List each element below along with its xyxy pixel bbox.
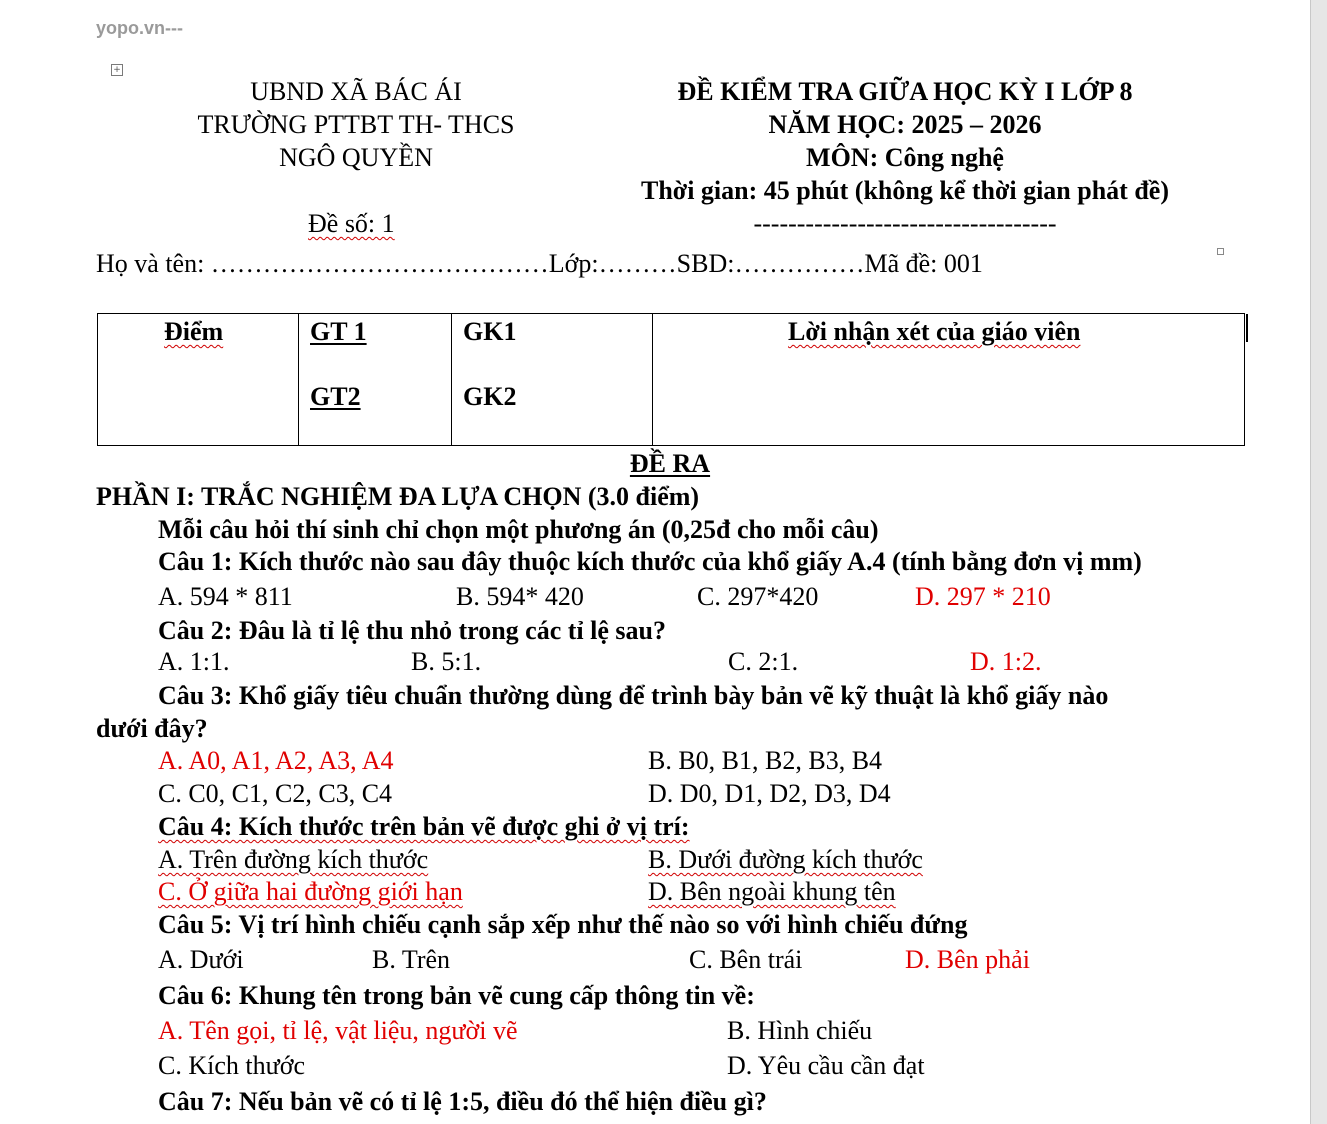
q2-option-d: D. 1:2. — [970, 647, 1042, 676]
q2-text: Câu 2: Đâu là tỉ lệ thu nhỏ trong các tỉ lệ sau? — [158, 616, 666, 645]
q3-option-a: A. A0, A1, A2, A3, A4 — [158, 746, 394, 775]
q3-text: Câu 3: Khổ giấy tiêu chuẩn thường dùng để trình bày bản vẽ kỹ thuật là khổ giấy nào — [158, 681, 1109, 710]
grade-cell-gk[interactable] — [452, 314, 653, 446]
q3-option-d: D. D0, D1, D2, D3, D4 — [648, 779, 891, 808]
q4-option-a-text: A. Trên đường kích thước — [158, 845, 429, 874]
q4-option-b — [648, 845, 923, 875]
text-cursor — [1246, 314, 1248, 342]
q3-text-continued: dưới đây? — [96, 714, 208, 743]
q4-option-c-text: C. Ở giữa hai đường giới hạn — [158, 877, 463, 906]
watermark: yopo.vn--- — [96, 18, 183, 38]
q7-text: Câu 7: Nếu bản vẽ có tỉ lệ 1:5, điều đó thể hiện điều gì? — [158, 1087, 767, 1116]
q2-option-c: C. 2:1. — [728, 647, 799, 676]
exam-number — [308, 209, 395, 239]
grade-cell-gt[interactable] — [299, 314, 452, 446]
grade-label-gk1: GK1 — [463, 317, 517, 346]
q5-text: Câu 5: Vị trí hình chiếu cạnh sắp xếp như thế nào so với hình chiếu đứng — [158, 910, 968, 939]
q1-option-b: B. 594* 420 — [456, 582, 584, 611]
grade-label-diem: Điểm — [164, 317, 224, 346]
q4-text-content: Câu 4: Kích thước trên bản vẽ được ghi ở vị trí: — [158, 812, 690, 841]
q5-option-d: D. Bên phải — [905, 945, 1030, 974]
q6-option-d: D. Yêu cầu cần đạt — [727, 1051, 925, 1080]
q6-option-b: B. Hình chiếu — [727, 1016, 873, 1045]
q6-option-a: A. Tên gọi, tỉ lệ, vật liệu, người vẽ — [158, 1016, 518, 1045]
q6-text: Câu 6: Khung tên trong bản vẽ cung cấp thông tin về: — [158, 981, 755, 1010]
q4-text — [158, 812, 690, 842]
q6-option-c: C. Kích thước — [158, 1051, 305, 1080]
header-right-line1: ĐỀ KIỂM TRA GIỮA HỌC KỲ I LỚP 8 — [677, 77, 1133, 106]
q2-option-b: B. 5:1. — [411, 647, 482, 676]
header-divider: ----------------------------------- — [753, 209, 1057, 238]
part1-instruction: Mỗi câu hỏi thí sinh chỉ chọn một phương án (0,25đ cho mỗi câu) — [158, 515, 879, 544]
q4-option-c — [158, 877, 463, 907]
q3-option-c: C. C0, C1, C2, C3, C4 — [158, 779, 393, 808]
q1-option-a: A. 594 * 811 — [158, 582, 293, 611]
q4-option-b-text: B. Dưới đường kích thước — [648, 845, 923, 874]
header-right-line2: NĂM HỌC: 2025 – 2026 — [768, 110, 1042, 139]
header-right-line4: Thời gian: 45 phút (không kể thời gian phát đề) — [641, 176, 1169, 205]
q1-text: Câu 1: Kích thước nào sau đây thuộc kích thước của khổ giấy A.4 (tính bằng đơn vị mm) — [158, 547, 1142, 576]
q4-option-d-text: D. Bên ngoài khung tên — [648, 877, 896, 906]
q5-option-c: C. Bên trái — [689, 945, 803, 974]
header-right-line3: MÔN: Công nghệ — [806, 143, 1004, 172]
q4-option-a — [158, 845, 428, 875]
q1-option-d: D. 297 * 210 — [915, 582, 1051, 611]
header-left-line3: NGÔ QUYỀN — [279, 143, 433, 172]
grade-label-gt1: GT 1 — [310, 317, 367, 346]
q5-option-b: B. Trên — [372, 945, 451, 974]
grade-label-gt2: GT2 — [310, 382, 361, 411]
table-move-handle-icon[interactable]: + — [111, 64, 123, 76]
student-info-line: Họ và tên: …………………………………Lớp:………SBD:……………Mã đề: 001 — [96, 249, 983, 278]
exam-number-text: Đề số: 1 — [308, 209, 395, 238]
grade-table — [97, 313, 1245, 446]
section-de-ra: ĐỀ RA — [629, 449, 711, 478]
paragraph-mark-icon — [1217, 248, 1224, 255]
q5-option-a: A. Dưới — [158, 945, 244, 974]
grade-label-comment: Lời nhận xét của giáo viên — [788, 317, 1081, 346]
grade-cell-comment[interactable] — [653, 314, 1245, 446]
window-edge — [1310, 0, 1327, 1124]
header-left-line2: TRƯỜNG PTTBT TH- THCS — [197, 110, 515, 139]
grade-label-gk2: GK2 — [463, 382, 517, 411]
q4-option-d — [648, 877, 896, 907]
header-left-line1: UBND XÃ BÁC ÁI — [250, 77, 462, 106]
q1-option-c: C. 297*420 — [697, 582, 819, 611]
q3-option-b: B. B0, B1, B2, B3, B4 — [648, 746, 883, 775]
part1-title: PHẦN I: TRẮC NGHIỆM ĐA LỰA CHỌN (3.0 điểm) — [96, 482, 700, 511]
grade-cell-diem[interactable] — [98, 314, 299, 446]
q2-option-a: A. 1:1. — [158, 647, 230, 676]
